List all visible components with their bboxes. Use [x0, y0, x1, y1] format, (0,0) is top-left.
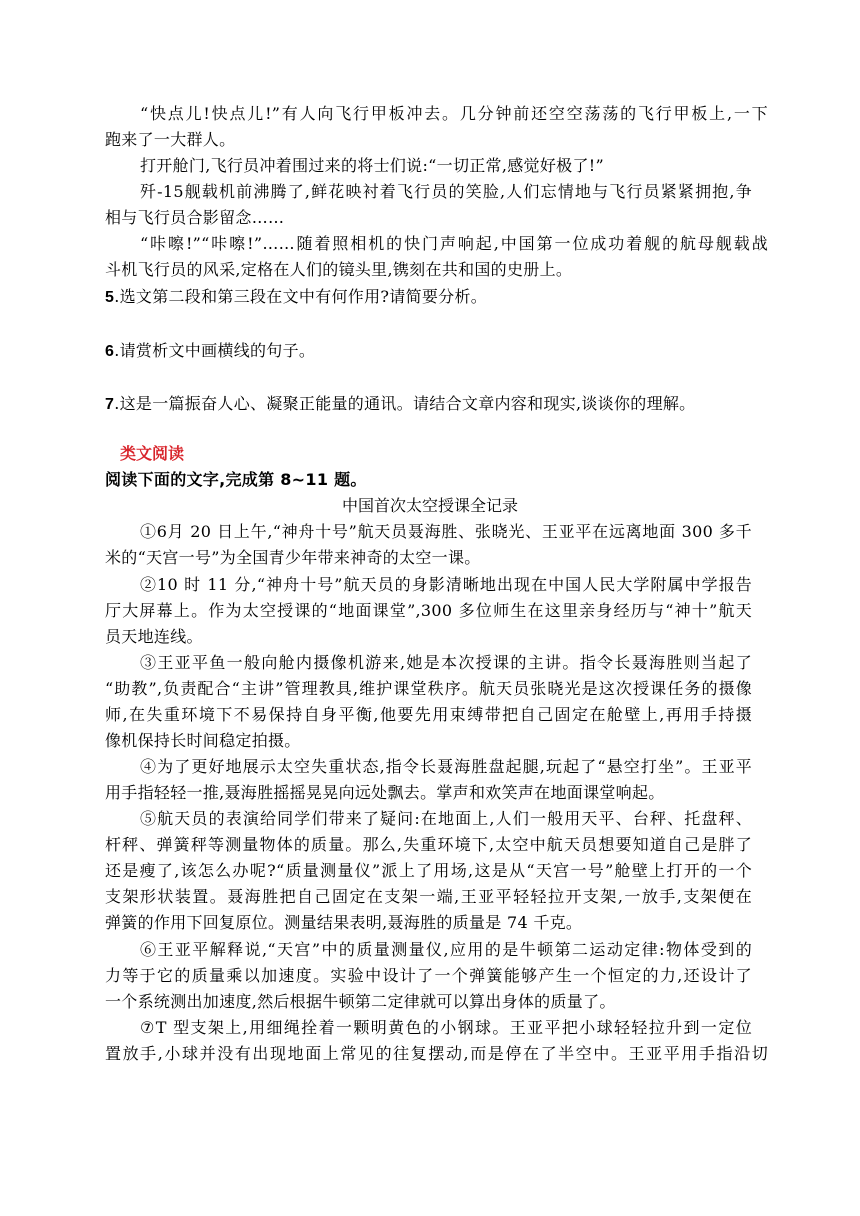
article-line: 置放手,小球并没有出现地面上常见的往复摆动,而是停在了半空中。王亚平用手指沿切 — [105, 1044, 768, 1063]
narrative-line: “快点儿!快点儿!”有人向飞行甲板冲去。几分钟前还空空荡荡的飞行甲板上,一下 — [140, 104, 768, 123]
instruction: 阅读下面的文字,完成第 8~11 题。 — [105, 470, 367, 489]
article-line: 师,在失重环境下不易保持自身平衡,他要先用束缚带把自己固定在舱壁上,再用手持摄 — [105, 705, 752, 724]
article-line: 米的“天宫一号”为全国青少年带来神奇的太空一课。 — [105, 548, 481, 567]
article-line: ⑤航天员的表演给同学们带来了疑问:在地面上,人们一般用天平、台秤、托盘秤、 — [140, 809, 752, 828]
article-line: ③王亚平鱼一般向舱内摄像机游来,她是本次授课的主讲。指令长聂海胜则当起了 — [140, 653, 752, 672]
article-line: 弹簧的作用下回复原位。测量结果表明,聂海胜的质量是 74 千克。 — [105, 913, 583, 932]
question-text: .这是一篇振奋人心、凝聚正能量的通讯。请结合文章内容和现实,谈谈你的理解。 — [114, 394, 696, 413]
narrative-line: 打开舱门,飞行员冲着围过来的将士们说:“一切正常,感觉好极了!” — [140, 156, 604, 175]
article-line: 杆秤、弹簧秤等测量物体的质量。那么,失重环境下,太空中航天员想要知道自己是胖了 — [105, 835, 752, 854]
question-7 — [105, 391, 695, 417]
question-number: 5 — [105, 289, 115, 306]
narrative-line: 斗机飞行员的风采,定格在人们的镜头里,镌刻在共和国的史册上。 — [105, 260, 573, 279]
article-line: ①6月 20 日上午,“神舟十号”航天员聂海胜、张晓光、王亚平在远离地面 300 多千 — [140, 522, 752, 541]
article-line: 像机保持长时间稳定拍摄。 — [105, 731, 301, 750]
narrative-line: 跑来了一大群人。 — [105, 130, 236, 149]
article-line: ②10 时 11 分,“神舟十号”航天员的身影清晰地出现在中国人民大学附属中学报告 — [140, 575, 752, 594]
question-text: .选文第二段和第三段在文中有何作用?请简要分析。 — [114, 287, 488, 306]
article-line: “助教”,负责配合“主讲”管理教具,维护课堂秩序。航天员张晓光是这次授课任务的摄像 — [105, 679, 752, 698]
narrative-line: 歼-15舰载机前沸腾了,鲜花映衬着飞行员的笑脸,人们忘情地与飞行员紧紧拥抱,争 — [140, 182, 752, 201]
article-line: 用手指轻轻一推,聂海胜摇摇晃晃向远处飘去。掌声和欢笑声在地面课堂响起。 — [105, 783, 665, 802]
narrative-line: “咔嚓!”“咔嚓!”……随着照相机的快门声响起,中国第一位成功着舰的航母舰载战 — [140, 234, 768, 253]
article-line: 力等于它的质量乘以加速度。实验中设计了一个弹簧能够产生一个恒定的力,还设计了 — [105, 966, 752, 985]
article-line: 员天地连线。 — [105, 627, 203, 646]
question-number: 7 — [105, 396, 115, 413]
narrative-line: 相与飞行员合影留念…… — [105, 208, 285, 227]
question-number: 6 — [105, 343, 115, 360]
article-line: ⑥王亚平解释说,“天宫”中的质量测量仪,应用的是牛顿第二运动定律:物体受到的 — [140, 940, 752, 959]
question-6 — [105, 338, 315, 364]
article-line: 一个系统测出加速度,然后根据牛顿第二定律就可以算出身体的质量了。 — [105, 992, 616, 1011]
article-line: 支架形状装置。聂海胜把自己固定在支架一端,王亚平轻轻拉开支架,一放手,支架便在 — [105, 887, 752, 906]
article-line: 厅大屏幕上。作为太空授课的“地面课堂”,300 多位师生在这里亲身经历与“神十”航天 — [105, 601, 752, 620]
section-title: 类文阅读 — [120, 444, 185, 463]
question-text: .请赏析文中画横线的句子。 — [114, 341, 316, 360]
question-5 — [105, 284, 487, 310]
article-title: 中国首次太空授课全记录 — [341, 496, 518, 515]
article-line: ④为了更好地展示太空失重状态,指令长聂海胜盘起腿,玩起了“悬空打坐”。王亚平 — [140, 757, 752, 776]
article-line: 还是瘦了,该怎么办呢?“质量测量仪”派上了用场,这是从“天宫一号”舱壁上打开的一个 — [105, 861, 752, 880]
article-line: ⑦T 型支架上,用细绳拴着一颗明黄色的小钢球。王亚平把小球轻轻拉升到一定位 — [140, 1018, 752, 1037]
